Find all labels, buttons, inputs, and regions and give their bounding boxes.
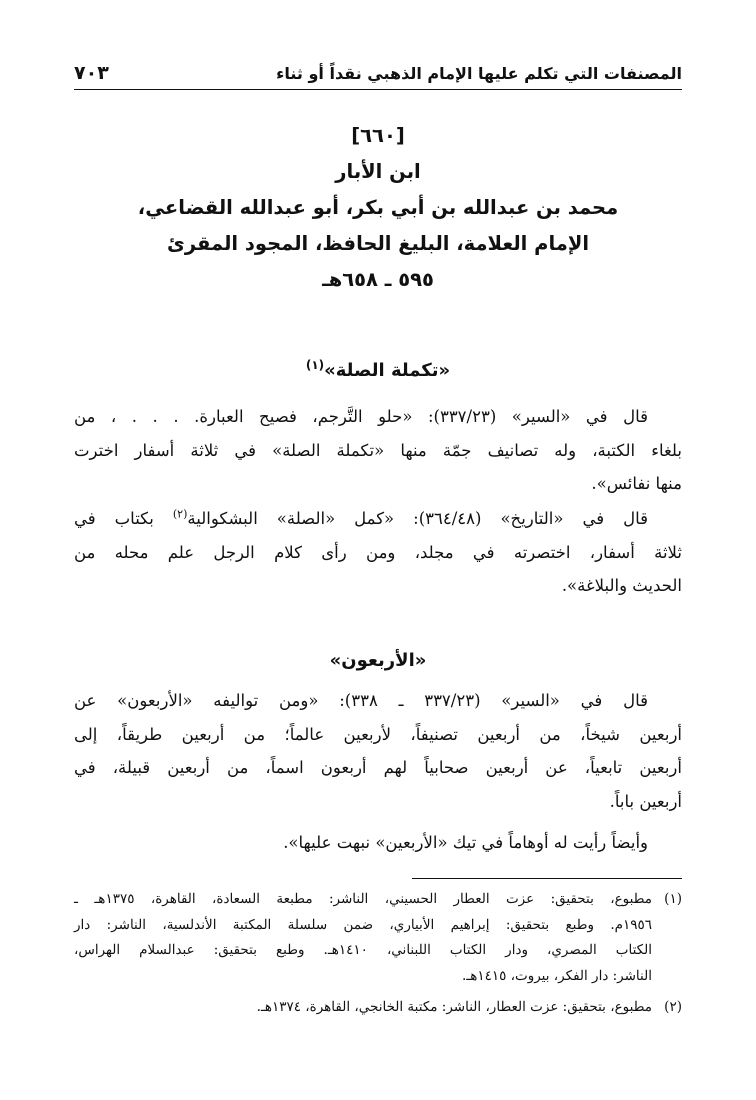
paragraph-line: أربعين باباً. <box>609 791 682 811</box>
footnote-number: (١) <box>664 891 682 907</box>
footnote-body <box>74 887 652 989</box>
paragraph-line: قال في «السير» (٣٣٧/٢٣): «حلو التَّرجم، فصيح العبارة. . . . ، من <box>74 407 648 426</box>
footnote-line: مطبوع، بتحقيق: عزت العطار الحسيني، الناشر: مطبعة السعادة، القاهرة، ١٣٧٥هـ ـ <box>74 891 652 907</box>
paragraph-line <box>74 502 682 536</box>
footnote-line: مطبوع، بتحقيق: عزت العطار، الناشر: مكتبة الخانجي، القاهرة، ١٣٧٤هـ. <box>256 999 652 1015</box>
section-heading-text: «الأربعون» <box>329 650 427 671</box>
footnote-ref: (٢) <box>172 507 188 521</box>
section-heading-al-arbaun <box>74 650 682 671</box>
entry-years: ٥٩٥ ـ ٦٥٨هـ <box>322 268 434 291</box>
footnote-body <box>74 995 652 1021</box>
section-heading-text: «تكملة الصلة» <box>324 360 451 381</box>
page-number: ٧٠٣ <box>74 62 109 84</box>
footnote <box>74 995 682 1021</box>
footnote-line: الناشر: دار الفكر، بيروت، ١٤١٥هـ. <box>461 967 652 984</box>
paragraph-line: أربعين تابعياً، عن أربعين صحابياً لهم أربعون اسماً، من أربعين قبيلة، في <box>74 758 682 777</box>
entry-name: ابن الأبار <box>335 160 421 183</box>
paragraph <box>74 826 682 860</box>
entry-full-name: محمد بن عبدالله بن أبي بكر، أبو عبدالله القضاعي، <box>137 196 619 219</box>
running-title: المصنفات التي تكلم عليها الإمام الذهبي نقداً أو ثناء <box>276 63 682 83</box>
paragraph-line: منها نفائس». <box>591 474 682 493</box>
paragraph-line: الحديث والبلاغة». <box>561 576 682 595</box>
paragraph-line: وأيضاً رأيت له أوهاماً في تيك «الأربعين» نبهت عليها». <box>283 833 648 852</box>
paragraph-line: ثلاثة أسفار، اختصرته في مجلد، ومن رأى كلام الرجل علم محله من <box>74 542 682 562</box>
paragraph-line: قال في «السير» (٣٣٧/٢٣ ـ ٣٣٨): «ومن تواليفه «الأربعون» عن <box>74 691 648 710</box>
footnote-number: (٢) <box>664 999 682 1015</box>
paragraph <box>74 684 682 818</box>
paragraph <box>74 400 682 501</box>
paragraph <box>74 502 682 603</box>
paragraph-line-text: قال في «التاريخ» (٣٦٤/٤٨): «كمل «الصلة» البشكوالية <box>187 509 648 528</box>
entry-title-block <box>74 118 682 298</box>
paragraph-line: أربعين شيخاً، من أربعين تصنيفاً، لأربعين عالماً؛ من أربعين طريقاً، إلى <box>74 724 682 744</box>
footnote-ref: (١) <box>305 358 325 372</box>
paragraph-line-text: بكتاب في <box>74 509 154 528</box>
entry-titles: الإمام العلامة، البليغ الحافظ، المجود المقرئ <box>166 232 590 255</box>
footnote-rule <box>412 878 682 879</box>
paragraph-line: بلغاء الكتبة، وله تصانيف جمّة منها «تكملة الصلة» في ثلاثة أسفار اخترت <box>74 440 682 460</box>
footnotes <box>74 887 682 1021</box>
footnote-line: الكتاب المصري، ودار الكتاب اللبناني، ١٤١٠هـ. وطبع بتحقيق: عبدالسلام الهراس، <box>74 942 652 958</box>
entry-number: [٦٦٠] <box>351 124 405 147</box>
section-heading-takmilat-al-sila <box>74 358 682 381</box>
header-rule <box>74 89 682 90</box>
footnote <box>74 887 682 989</box>
footnote-line: ١٩٥٦م. وطبع بتحقيق: إبراهيم الأبياري، ضمن سلسلة المكتبة الأندلسية، الناشر: دار <box>74 916 652 933</box>
running-header <box>74 58 682 88</box>
